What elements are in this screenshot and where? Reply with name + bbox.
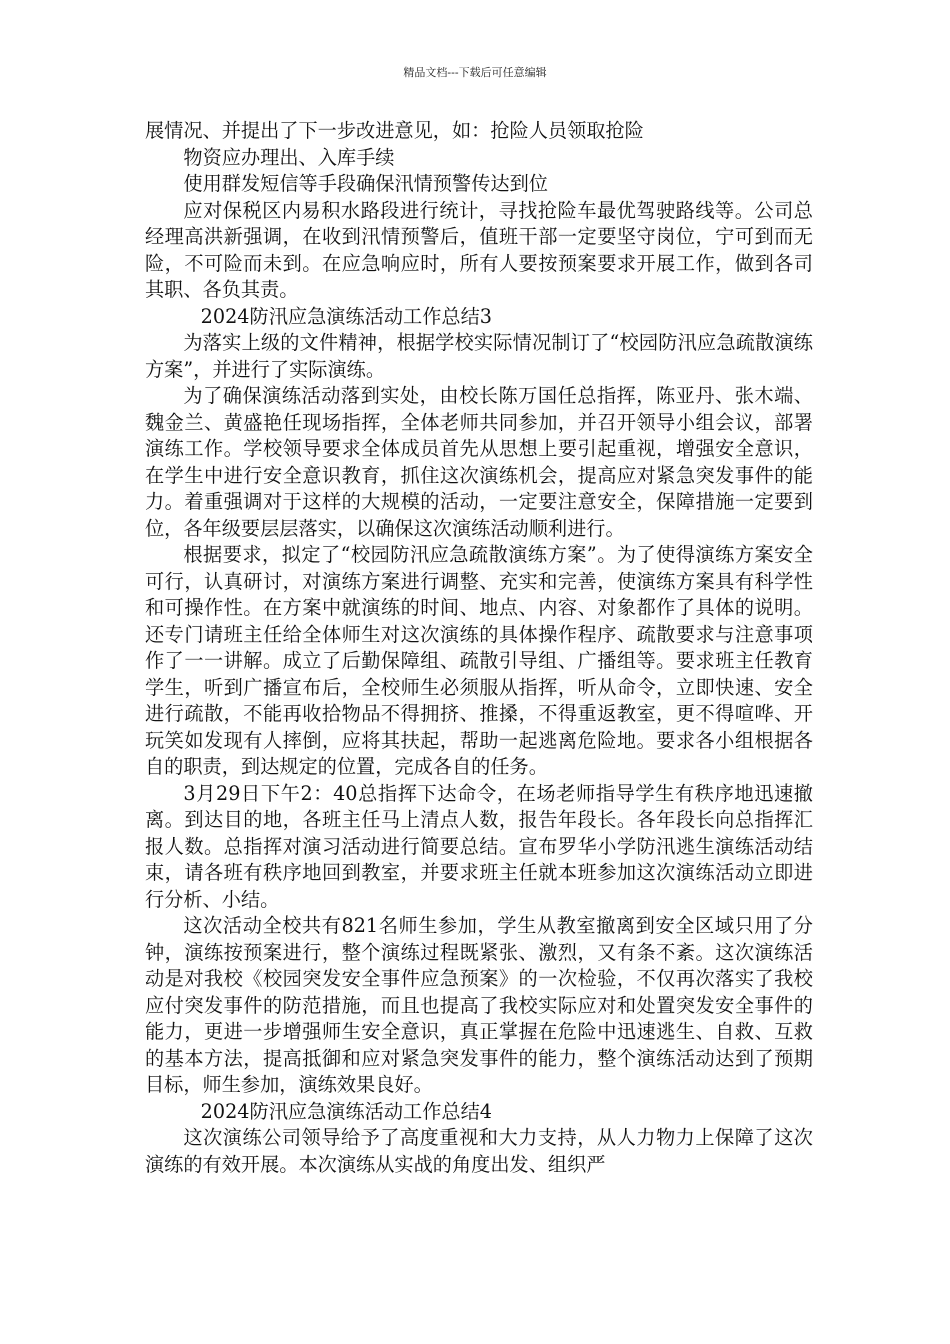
section-heading: 2024防汛应急演练活动工作总结3 — [200, 304, 492, 328]
paragraph: 应对保税区内易积水路段进行统计，寻找抢险车最优驾驶路线等。公司总经理高洪新强调，在收到汛情预警后，值班干部一定要坚守岗位，宁可到而无险，不可险而未到。在应急响应时，所有人要按预案要求开展工作，做到各司其职、各负其责。 — [145, 198, 813, 301]
paragraph: 使用群发短信等手段确保汛情预警传达到位 — [183, 172, 548, 195]
paragraph: 物资应办理出、入库手续 — [183, 145, 395, 169]
page-header: 精品文档---下载后可任意编辑 — [403, 66, 547, 79]
paragraph: 这次演练公司领导给予了高度重视和大力支持，从人力物力上保障了这次演练的有效开展。本次演练从实战的角度出发、组织严 — [145, 1126, 813, 1176]
paragraph: 为落实上级的文件精神，根据学校实际情况制订了“校园防汛应急疏散演练方案”，并进行了实际演练。 — [145, 331, 813, 381]
paragraph: 为了确保演练活动落到实处，由校长陈万国任总指挥，陈亚丹、张木端、魏金兰、黄盛艳任现场指挥，全体老师共同参加，并召开领导小组会议，部署演练工作。学校领导要求全体成员首先从思想上要引起重视，增强安全意识，在学生中进行安全意识教育，抓住这次演练机会，提高应对紧急突发事件的能力。着重强调对于这样的大规模的活动，一定要注意安全，保障措施一定要到位，各年级要层层落实，以确保这次演练活动顺利进行。 — [145, 384, 813, 540]
paragraph: 根据要求，拟定了“校园防汛应急疏散演练方案”。为了使得演练方案安全可行，认真研讨，对演练方案进行调整、充实和完善，使演练方案具有科学性和可操作性。在方案中就演练的时间、地点、内容、对象都作了具体的说明。还专门请班主任给全体师生对这次演练的具体操作程序、疏散要求与注意事项作了一一讲解。成立了后勤保障组、疏散引导组、广播组等。要求班主任教育学生，听到广播宣布后，全校师生必须服从指挥，听从命令，立即快速、安全进行疏散，不能再收拾物品不得拥挤、推搡，不得重返教室，更不得喧哗、开玩笑如发现有人摔倒，应将其扶起，帮助一起逃离危险地。要求各小组根据各自的职责，到达规定的位置，完成各自的任务。 — [145, 543, 813, 778]
paragraph: 3月29日下午2：40总指挥下达命令，在场老师指导学生有秩序地迅速撤离。到达目的地，各班主任马上清点人数，报告年段长。各年段长向总指挥汇报人数。总指挥对演习活动进行简要总结。宣布罗华小学防汛逃生演练活动结束，请各班有秩序地回到教室，并要求班主任就本班参加这次演练活动立即进行分析、小结。 — [145, 781, 813, 911]
paragraph: 这次活动全校共有821名师生参加，学生从教室撤离到安全区域只用了分钟，演练按预案进行，整个演练过程既紧张、激烈，又有条不紊。这次演练活动是对我校《校园突发安全事件应急预案》的一次检验，不仅再次落实了我校应付突发事件的防范措施，而且也提高了我校实际应对和处置突发安全事件的能力，更进一步增强师生安全意识，真正掌握在危险中迅速逃生、自救、互救的基本方法，提高抵御和应对紧急突发事件的能力，整个演练活动达到了预期目标，师生参加，演练效果良好。 — [145, 914, 813, 1096]
paragraph: 展情况、并提出了下一步改进意见，如：抢险人员领取抢险 — [145, 119, 644, 142]
document-body — [145, 118, 813, 1178]
section-heading: 2024防汛应急演练活动工作总结4 — [200, 1099, 492, 1123]
